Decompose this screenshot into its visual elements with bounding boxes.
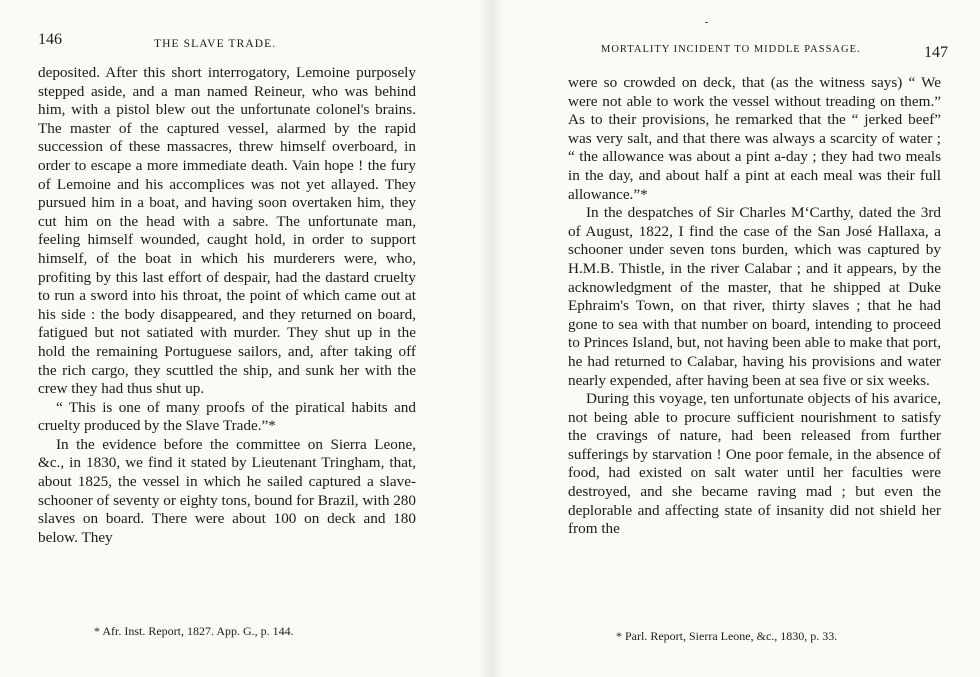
right-page (490, 0, 980, 677)
page-number: 146 (38, 31, 62, 48)
footnote: * Parl. Report, Sierra Leone, &c., 1830, p. 33. (616, 629, 838, 643)
paragraph: In the evidence before the committee on Sierra Leone, &c., in 1830, we find it stated by Lieutenant Tringham, that, about 1825, the vessel in which he sailed captured a slave-schooner of seventy or eighty tons, bound for Brazil, with 280 slaves on board. There were about 100 on deck and 180 below. They (38, 435, 416, 546)
running-head: THE SLAVE TRADE. (154, 38, 277, 50)
footnote: * Afr. Inst. Report, 1827. App. G., p. 144. (94, 624, 294, 638)
page-body (38, 64, 416, 547)
paragraph: “ This is one of many proofs of the piratical habits and cruelty produced by the Slave Trade.”* (38, 398, 416, 435)
page-body (568, 74, 941, 539)
page-number: 147 (924, 44, 948, 61)
paragraph: In the despatches of Sir Charles M‘Carthy, dated the 3rd of August, 1822, I find the case of the San José Hallaxa, a schooner under seven tons burden, which was captured by H.M.B. Thistle, in the river Calabar ; and it appears, by the acknowledgment of the master, that he shipped at Duke Ephraim's Town, on that river, thirty slaves ; that he had gone to sea with that number on board, intending to proceed to Princes Island, but, not having been able to make that port, he had returned to Calabar, having his provisions and water nearly expended, after having been at sea five or six weeks. (568, 204, 941, 389)
running-head: MORTALITY INCIDENT TO MIDDLE PASSAGE. (601, 44, 861, 55)
paragraph: During this voyage, ten unfortunate objects of his avarice, not being able to procure sufficient nourishment to satisfy the cravings of nature, had been released from further sufferings by starvation ! One poor female, in the absence of food, had existed on salt water until her faculties were destroyed, and she became raving mad ; but even the deplorable and affecting state of insanity did not shield her from the (568, 390, 941, 538)
paragraph: deposited. After this short interrogatory, Lemoine purposely stepped aside, and a man named Reineur, who was behind him, with a pistol blew out the unfortunate colonel's brains. The master of the captured vessel, alarmed by the rapid succession of these massacres, threw himself overboard, in order to escape a more immediate death. Vain hope ! the fury of Lemoine and his accomplices was not yet allayed. They pursued him in a boat, and having soon overtaken him, they cut him on the head with a sabre. The unfortunate man, feeling himself wounded, caught hold, in order to support himself, of the boat in which his murderers were, who, profiting by this last effort of despair, had the dastard cruelty to run a sword into his throat, the point of which came out at his side : the body disappeared, and they returned on board, fatigued but not satiated with murder. They shut up in the hold the remaining Portuguese sailors, and, after taking off the rich cargo, they scuttled the ship, and sunk her with the crew they had thus shut up. (38, 64, 416, 398)
paragraph: were so crowded on deck, that (as the witness says) “ We were not able to work the vessel without treading on them.” As to their provisions, he remarked that the “ jerked beef” was very salt, and that there was always a scarcity of water ; “ the allowance was about a pint a-day ; they had two meals in the day, and about half a pint at each meal was their full allowance.”* (568, 74, 941, 203)
